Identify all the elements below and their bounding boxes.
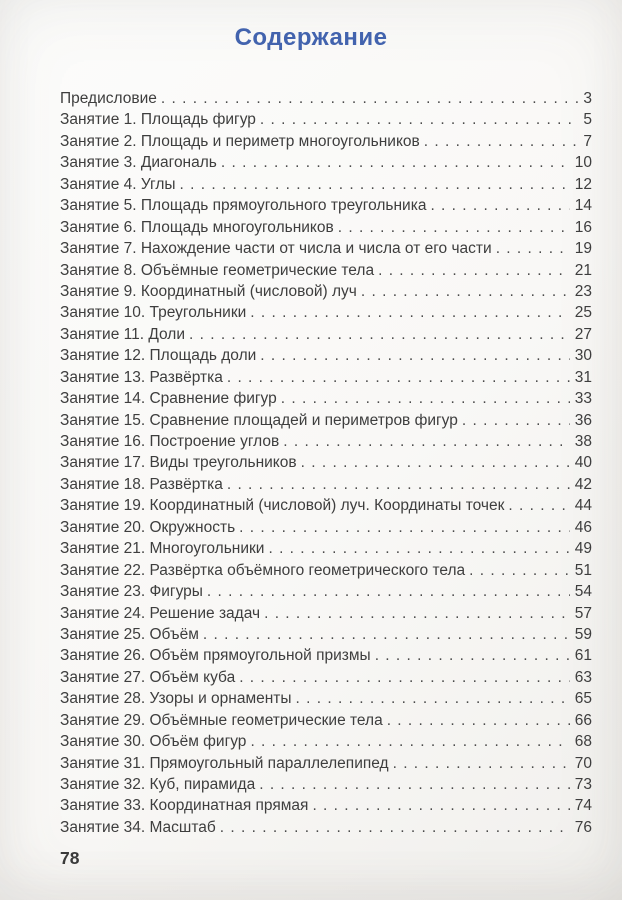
toc-entry-page: 31: [574, 368, 592, 386]
toc-entry-label: Занятие 5. Площадь прямоугольного треугольника: [60, 197, 427, 215]
toc-entry-page: 3: [583, 90, 592, 107]
toc-entry-page: 74: [574, 797, 592, 815]
toc-entry-page: 25: [574, 304, 592, 322]
toc-entry: [60, 645, 592, 666]
toc-entry: [60, 495, 592, 516]
toc-entry-label: Занятие 1. Площадь фигур: [60, 111, 256, 129]
toc-entry: [60, 195, 592, 216]
toc-entry-label: Занятие 2. Площадь и периметр многоугольников: [60, 132, 420, 150]
toc-entry-label: Занятие 22. Развёртка объёмного геометрического тела: [60, 561, 466, 579]
toc-list: [60, 88, 592, 838]
toc-entry-label: Занятие 8. Объёмные геометрические тела: [60, 261, 375, 279]
toc-entry-label: Занятие 14. Сравнение фигур: [60, 390, 277, 408]
toc-entry: [60, 517, 592, 538]
dot-leader: [207, 581, 570, 602]
toc-entry-label: Занятие 9. Координатный (числовой) луч: [60, 282, 357, 300]
toc-entry-label: Занятие 7. Нахождение части от числа и числа от его части: [60, 240, 492, 258]
toc-entry-label: Предисловие: [60, 90, 157, 107]
toc-entry-page: 54: [574, 583, 592, 601]
dot-leader: [361, 281, 570, 302]
toc-entry: [60, 388, 592, 409]
toc-entry: [60, 753, 592, 774]
toc-entry-label: Занятие 30. Объём фигур: [60, 733, 247, 751]
dot-leader: [462, 410, 570, 431]
toc-entry-page: 42: [574, 475, 592, 493]
dot-leader: [264, 603, 570, 624]
toc-entry: [60, 431, 592, 452]
toc-entry-page: 19: [574, 240, 592, 258]
toc-entry-label: Занятие 18. Развёртка: [60, 475, 223, 493]
toc-entry-label: Занятие 10. Треугольники: [60, 304, 247, 322]
toc-entry-label: Занятие 34. Масштаб: [60, 818, 216, 836]
toc-entry: [60, 174, 592, 195]
toc-entry: [60, 452, 592, 473]
toc-entry-label: Занятие 6. Площадь многоугольников: [60, 218, 334, 236]
toc-entry-page: 10: [574, 154, 592, 172]
toc-entry-page: 38: [574, 433, 592, 450]
toc-entry-page: 7: [583, 132, 592, 150]
dot-leader: [260, 345, 569, 366]
toc-entry: [60, 109, 592, 130]
toc-entry-page: 68: [574, 733, 592, 751]
toc-entry-label: Занятие 19. Координатный (числовой) луч. Координаты точек: [60, 497, 505, 515]
toc-entry: [60, 667, 592, 688]
page-number: 78: [60, 848, 80, 868]
toc-entry-page: 36: [574, 411, 592, 429]
toc-entry-page: 14: [574, 197, 592, 215]
toc-entry: [60, 774, 592, 795]
dot-leader: [424, 131, 579, 152]
toc-entry-page: 61: [574, 647, 592, 665]
toc-entry: [60, 710, 592, 731]
toc-entry: [60, 603, 592, 624]
dot-leader: [387, 710, 570, 731]
toc-entry: [60, 560, 592, 581]
dot-leader: [378, 260, 570, 281]
toc-entry: [60, 624, 592, 645]
toc-entry-label: Занятие 12. Площадь доли: [60, 347, 257, 365]
toc-entry: [60, 152, 592, 173]
toc-entry-page: 21: [574, 261, 592, 279]
dot-leader: [338, 217, 570, 238]
toc-entry: [60, 324, 592, 345]
toc-entry-label: Занятие 17. Виды треугольников: [60, 454, 297, 472]
dot-leader: [430, 195, 569, 216]
toc-entry: [60, 410, 592, 431]
dot-leader: [281, 388, 570, 409]
dot-leader: [296, 688, 570, 709]
toc-entry-page: 40: [574, 454, 592, 472]
toc-entry: [60, 581, 592, 602]
dot-leader: [180, 174, 570, 195]
toc-entry: [60, 131, 592, 152]
toc-entry: [60, 795, 592, 816]
dot-leader: [496, 238, 570, 259]
dot-leader: [221, 152, 570, 173]
toc-entry: [60, 688, 592, 709]
toc-entry: [60, 281, 592, 302]
toc-entry: [60, 731, 592, 752]
toc-entry-page: 63: [574, 668, 592, 686]
dot-leader: [239, 667, 570, 688]
dot-leader: [393, 753, 570, 774]
toc-entry-label: Занятие 23. Фигуры: [60, 583, 203, 601]
dot-leader: [259, 774, 570, 795]
dot-leader: [268, 538, 569, 559]
toc-entry-label: Занятие 16. Построение углов: [60, 433, 280, 450]
toc-entry: [60, 474, 592, 495]
toc-entry: [60, 302, 592, 323]
dot-leader: [312, 795, 569, 816]
dot-leader: [375, 645, 570, 666]
toc-entry-label: Занятие 11. Доли: [60, 325, 185, 343]
toc-entry-label: Занятие 20. Окружность: [60, 518, 236, 536]
toc-entry-page: 44: [574, 497, 592, 515]
toc-entry-page: 73: [574, 776, 592, 793]
dot-leader: [239, 517, 570, 538]
dot-leader: [227, 367, 570, 388]
toc-entry-page: 51: [574, 561, 592, 579]
toc-entry: [60, 88, 592, 109]
toc-entry-page: 12: [574, 175, 592, 193]
page-title: Содержание: [234, 24, 388, 51]
toc-entry: [60, 217, 592, 238]
toc-entry-label: Занятие 15. Сравнение площадей и периметров фигур: [60, 411, 458, 429]
dot-leader: [283, 431, 570, 452]
dot-leader: [469, 560, 570, 581]
toc-entry-label: Занятие 3. Диагональ: [60, 154, 217, 172]
toc-entry-label: Занятие 27. Объём куба: [60, 668, 236, 686]
dot-leader: [161, 88, 579, 109]
dot-leader: [260, 109, 578, 130]
toc-entry-label: Занятие 26. Объём прямоугольной призмы: [60, 647, 371, 665]
toc-entry-page: 23: [574, 282, 592, 300]
dot-leader: [189, 324, 570, 345]
toc-entry-label: Занятие 4. Углы: [60, 175, 176, 193]
toc-entry: [60, 345, 592, 366]
toc-entry: [60, 238, 592, 259]
toc-entry-page: 65: [574, 690, 592, 708]
toc-entry: [60, 367, 592, 388]
toc-entry-page: 33: [574, 390, 592, 408]
toc-entry: [60, 538, 592, 559]
toc-entry-label: Занятие 32. Куб, пирамида: [60, 776, 256, 793]
toc-entry-label: Занятие 21. Многоугольники: [60, 540, 265, 558]
toc-entry-page: 76: [574, 818, 592, 836]
toc-entry: [60, 817, 592, 838]
dot-leader: [220, 817, 570, 838]
toc-entry-page: 49: [574, 540, 592, 558]
toc-entry-page: 16: [574, 218, 592, 236]
toc-entry-page: 66: [574, 711, 592, 729]
toc-entry-label: Занятие 28. Узоры и орнаменты: [60, 690, 292, 708]
toc-entry-page: 30: [574, 347, 592, 365]
dot-leader: [250, 731, 569, 752]
toc-entry-page: 5: [583, 111, 592, 129]
dot-leader: [227, 474, 570, 495]
toc-entry-page: 27: [574, 325, 592, 343]
dot-leader: [250, 302, 569, 323]
toc-entry-label: Занятие 25. Объём: [60, 625, 199, 643]
dot-leader: [301, 452, 570, 473]
toc-entry-label: Занятие 13. Развёртка: [60, 368, 223, 386]
toc-entry-page: 59: [574, 625, 592, 643]
toc-entry-page: 46: [574, 518, 592, 536]
toc-entry-label: Занятие 33. Координатная прямая: [60, 797, 309, 815]
toc-entry: [60, 260, 592, 281]
toc-entry-label: Занятие 24. Решение задач: [60, 604, 261, 622]
toc-entry-label: Занятие 31. Прямоугольный параллелепипед: [60, 754, 389, 772]
dot-leader: [508, 495, 569, 516]
toc-entry-page: 57: [574, 604, 592, 622]
toc-entry-label: Занятие 29. Объёмные геометрические тела: [60, 711, 383, 729]
toc-entry-page: 70: [574, 754, 592, 772]
dot-leader: [203, 624, 570, 645]
